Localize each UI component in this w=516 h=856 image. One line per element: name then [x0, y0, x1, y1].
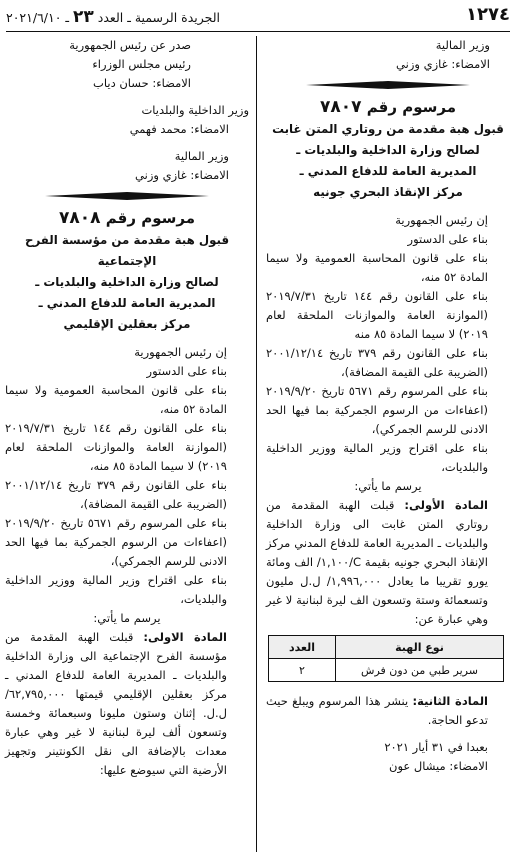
minister-signature: الامضاء: غازي وزني: [396, 57, 490, 71]
subtitle-line: لصالح وزارة الداخلية والبلديات ـ: [35, 275, 219, 289]
subtitle-line: مركز بعقلين الإقليمي: [63, 317, 191, 331]
article-text: ينشر هذا المرسوم ويبلغ حيث تدعو الحاجة.: [266, 694, 488, 727]
decree-title: [266, 98, 510, 117]
left-column: [5, 36, 249, 780]
preamble-line: بناء على القانون رقم ٣٧٩ تاريخ ٢٠٠١/١٢/١٤ (الضريبة على القيمة المضافة)،: [5, 478, 227, 511]
interior-minister-title: وزير الداخلية والبلديات: [141, 103, 249, 117]
decree-label: مرسوم رقم: [366, 98, 456, 116]
preamble-line: بناء على القانون رقم ١٤٤ تاريخ ٢٠١٩/٧/٣١ (الموازنة العامة والموازنات الملحقة لعام ٢٠١٩) لا سيما المادة ٨٥ منه: [266, 289, 488, 341]
right-column: [266, 36, 510, 776]
preamble-line: بناء على اقتراح وزير المالية ووزير الداخلية والبلديات،: [5, 573, 227, 606]
subtitle-line: مركز الإنقاذ البحري جونيه: [313, 185, 463, 199]
preamble-line: بناء على القانون رقم ٣٧٩ تاريخ ٢٠٠١/١٢/١٤ (الضريبة على القيمة المضافة)،: [266, 346, 488, 379]
header-rule: [6, 31, 510, 32]
column-divider: [256, 36, 257, 852]
minister-title: وزير المالية: [435, 38, 490, 52]
finance-minister-title: وزير المالية: [174, 149, 229, 163]
preamble-line: بناء على قانون المحاسبة العمومية ولا سيما المادة ٥٢ منه،: [5, 383, 227, 416]
interior-minister-signature: الامضاء: محمد فهمي: [129, 122, 229, 136]
page-number: ١٢٧٤: [466, 4, 510, 25]
article-label: المادة الأولى:: [404, 498, 488, 512]
article-label: المادة الاولى:: [143, 630, 227, 644]
col-header-qty: العدد: [269, 636, 336, 659]
pm-title: رئيس مجلس الوزراء: [92, 57, 191, 71]
donation-table: [268, 635, 504, 682]
table-header-row: [269, 636, 504, 659]
article-label: المادة الثانية:: [412, 694, 489, 708]
col-header-type: نوع الهبة: [336, 636, 504, 659]
subtitle-line: المديرية العامة للدفاع المدني ـ: [38, 296, 216, 310]
decree-title: [5, 209, 249, 228]
preamble-line: بناء على المرسوم رقم ٥٦٧١ تاريخ ٢٠١٩/٩/٢٠ (اعفاءات من الرسوم الجمركية بما فيها الحد الادنى للرسم الجمركي)،: [5, 516, 227, 568]
article-2: [266, 692, 510, 730]
preamble-line: بناء على الدستور: [407, 232, 488, 246]
decree-label: مرسوم رقم: [105, 209, 195, 227]
section-divider: [45, 192, 209, 200]
table-cell: سرير طبي من دون فرش: [336, 659, 504, 682]
president-signature: الامضاء: ميشال عون: [389, 759, 488, 773]
gazette-title: [6, 7, 220, 27]
decrees-label: يرسم ما يأتي:: [354, 479, 422, 493]
article-1: [5, 628, 249, 780]
finance-minister-signature: الامضاء: غازي وزني: [135, 168, 229, 182]
preamble-line: إن رئيس الجمهورية: [395, 213, 488, 227]
preamble-line: بناء على اقتراح وزير المالية ووزير الداخلية والبلديات،: [266, 441, 488, 474]
decrees-label: يرسم ما يأتي:: [93, 611, 161, 625]
preamble-line: بناء على قانون المحاسبة العمومية ولا سيما المادة ٥٢ منه،: [266, 251, 488, 284]
page-header: [6, 4, 510, 30]
decree-number: ٧٨٠٨: [59, 208, 101, 228]
subtitle-line: المديرية العامة للدفاع المدني ـ: [299, 164, 477, 178]
subtitle-line: قبول هبة مقدمة من روتاري المتن غابت: [272, 122, 504, 136]
preamble-line: بناء على الدستور: [146, 364, 227, 378]
title-suffix: ـ ٢٠٢١/٦/١٠: [6, 10, 70, 25]
article-text: قبلت الهبة المقدمة من مؤسسة الفرح الإجتماعية الى وزارة الداخلية والبلديات ـ المديرية العامة للدفاع المدني ـ مركز بعقلين الإقليمي قيمتها ٦٢,٧٩٥,٠٠٠/ ل.ل. إثنان وستون مليونا وسبعمائة وخمسة وتسعون ألف ليرة لبنانية لا غير وهي عبارة معدات بالإضافة الى نقل الكونتينر وتجهيز الأرضية التي سيوضع عليها:: [5, 630, 227, 777]
preamble-line: بناء على المرسوم رقم ٥٦٧١ تاريخ ٢٠١٩/٩/٢٠ (اعفاءات من الرسوم الجمركية بما فيها الحد الادنى للرسم الجمركي)،: [266, 384, 488, 436]
article-1: [266, 496, 510, 629]
section-divider: [306, 81, 470, 89]
subtitle-line: قبول هبة مقدمة من مؤسسة الفرح الإجتماعية: [24, 233, 230, 268]
article-text: قبلت الهبة المقدمة من روتاري المتن غابت الى وزارة الداخلية والبلديات ـ المديرية العامة للدفاع المدني مركز الإنقاذ البحري جونيه بقيمة C/١,١٠٠/ الف ومائة يورو تقريبا ما يعادل ١,٩٩٦,٠٠٠/ ل.ل مليون وتسعمائة وستة وتسعون الف ليرة لبنانية لا غير وهي عبارة عن:: [266, 498, 489, 626]
issue-number: ٢٣: [73, 7, 94, 27]
decree-number: ٧٨٠٧: [320, 97, 362, 117]
decree-subtitle: [266, 119, 510, 203]
pm-signature: الامضاء: حسان دياب: [93, 76, 191, 90]
date-line: بعبدا في ٣١ أيار ٢٠٢١: [384, 740, 488, 754]
preamble-line: إن رئيس الجمهورية: [134, 345, 227, 359]
subtitle-line: لصالح وزارة الداخلية والبلديات ـ: [296, 143, 480, 157]
issued-by: صدر عن رئيس الجمهورية: [69, 38, 191, 52]
preamble-line: بناء على القانون رقم ١٤٤ تاريخ ٢٠١٩/٧/٣١ (الموازنة العامة والموازنات الملحقة لعام ٢٠١٩) لا سيما المادة ٨٥ منه،: [5, 421, 227, 473]
table-cell: ٢: [269, 659, 336, 682]
table-row: [269, 659, 504, 682]
title-prefix: الجريدة الرسمية ـ العدد: [97, 10, 221, 25]
decree-subtitle: [5, 230, 249, 335]
